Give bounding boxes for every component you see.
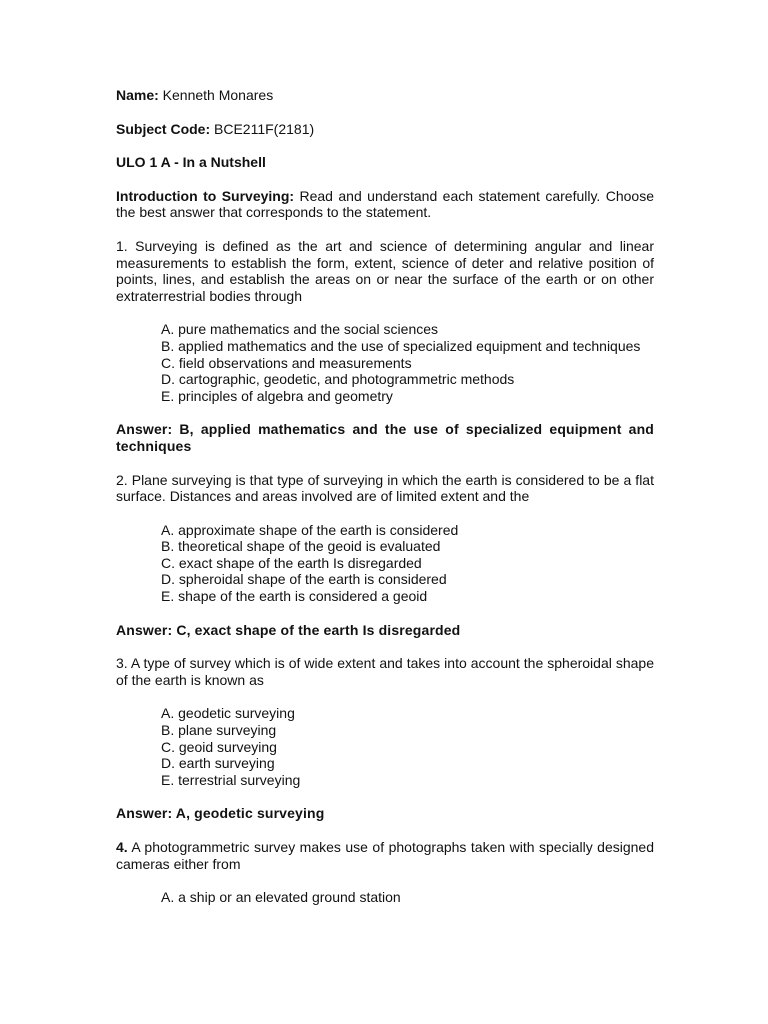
question-2-options (161, 522, 654, 605)
question-number: 1. (116, 237, 128, 254)
question-text: Plane surveying is that type of surveying in which the earth is considered to be a flat surface. Distances and areas involved are of limited extent and the (116, 471, 654, 505)
intro-label: Introduction to Surveying: (116, 187, 295, 204)
option-c: C. field observations and measurements (161, 354, 412, 371)
subject-code-line (116, 121, 654, 138)
subject-code-label: Subject Code: (116, 120, 211, 137)
option-e: E. principles of algebra and geometry (161, 387, 393, 404)
question-number: 2. (116, 471, 128, 488)
question-2 (116, 472, 654, 505)
option-b: B. applied mathematics and the use of specialized equipment and techniques (161, 337, 641, 354)
answer-2: Answer: C, exact shape of the earth Is disregarded (116, 621, 461, 638)
ulo-title: ULO 1 A - In a Nutshell (116, 154, 266, 171)
question-4-options (161, 889, 654, 906)
name-line (116, 87, 654, 104)
option-e: E. shape of the earth is considered a geoid (161, 588, 428, 605)
option-b: B. plane surveying (161, 722, 277, 739)
option-c: C. exact shape of the earth Is disregarded (161, 554, 422, 571)
question-text: A type of survey which is of wide extent and takes into account the spheroidal shape of the earth is known as (116, 655, 654, 688)
option-a: A. pure mathematics and the social sciences (161, 321, 439, 338)
name-value: Kenneth Monares (158, 87, 274, 103)
question-3 (116, 655, 654, 688)
subject-code-value: BCE211F(2181) (210, 120, 315, 137)
option-e: E. terrestrial surveying (161, 771, 301, 788)
question-1 (116, 238, 654, 304)
option-a: A. a ship or an elevated ground station (161, 889, 401, 906)
question-3-options (161, 705, 654, 788)
name-label: Name: (116, 87, 159, 103)
option-a: A. geodetic surveying (161, 705, 295, 722)
option-a: A. approximate shape of the earth is considered (161, 521, 459, 538)
option-b: B. theoretical shape of the geoid is evaluated (161, 538, 441, 555)
option-d: D. earth surveying (161, 755, 275, 772)
answer-1: Answer: B, applied mathematics and the use of specialized equipment and techniques (116, 421, 654, 454)
intro-text: Read and understand each statement carefully. Choose the best answer that corresponds to the statement. (116, 187, 655, 221)
question-text: A photogrammetric survey makes use of photographs taken with specially designed cameras either from (116, 839, 654, 872)
question-number: 4. (116, 839, 128, 855)
option-d: D. cartographic, geodetic, and photogrammetric methods (161, 371, 515, 388)
question-text: Surveying is defined as the art and science of determining angular and linear measurements to establish the form, extent, science of deter and relative position of points, lines, and establish the areas on or near the surface of the earth or on other extraterrestrial bodies through (116, 237, 654, 304)
question-4 (116, 839, 654, 872)
question-number: 3. (116, 655, 128, 672)
option-d: D. spheroidal shape of the earth is considered (161, 571, 447, 588)
intro-paragraph (116, 188, 654, 221)
question-1-options (161, 321, 654, 404)
answer-3: Answer: A, geodetic surveying (116, 805, 325, 822)
document-page (116, 87, 654, 923)
option-c: C. geoid surveying (161, 738, 277, 755)
